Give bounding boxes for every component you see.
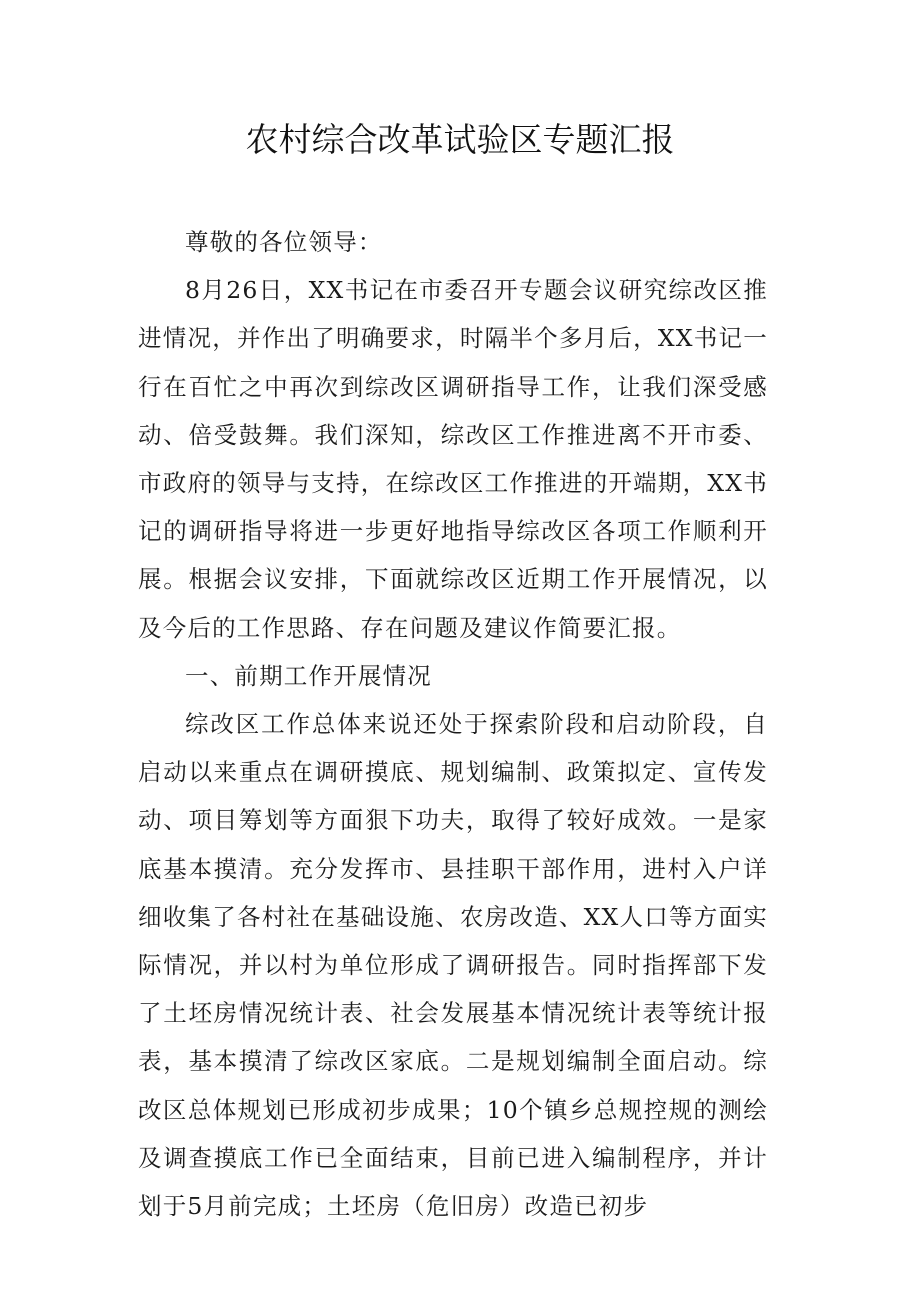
section-1-paragraph: 综改区工作总体来说还处于探索阶段和启动阶段，自启动以来重点在调研摸底、规划编制、政策拟定、宣传发动、项目筹划等方面狠下功夫，取得了较好成效。一是家底基本摸清。充分发挥市、县挂职干部作用，进村入户详细收集了各村社在基础设施、农房改造、XX人口等方面实际情况，并以村为单位形成了调研报告。同时指挥部下发了土坯房情况统计表、社会发展基本情况统计表等统计报表，基本摸清了综改区家底。二是规划编制全面启动。综改区总体规划已形成初步成果；10个镇乡总规控规的测绘及调查摸底工作已全面结束，目前已进入编制程序，并计划于5月前完成；土坯房（危旧房）改造已初步 (138, 710, 768, 1221)
section-heading-1: 一、前期工作开展情况 (185, 661, 432, 690)
intro-paragraph: 8月26日，XX书记在市委召开专题会议研究综改区推进情况，并作出了明确要求，时隔半个多月后，XX书记一行在百忙之中再次到综改区调研指导工作，让我们深受感动、倍受鼓舞。我们深知，综改区工作推进离不开市委、市政府的领导与支持，在综改区工作推进的开端期，XX书记的调研指导将进一步更好地指导综改区各项工作顺利开展。根据会议安排，下面就综改区近期工作开展情况，以及今后的工作思路、存在问题及建议作简要汇报。 (138, 276, 768, 642)
salutation-paragraph: 尊敬的各位领导： (185, 228, 383, 256)
document-body (138, 218, 768, 1230)
document-title: 农村综合改革试验区专题汇报 (245, 120, 675, 159)
